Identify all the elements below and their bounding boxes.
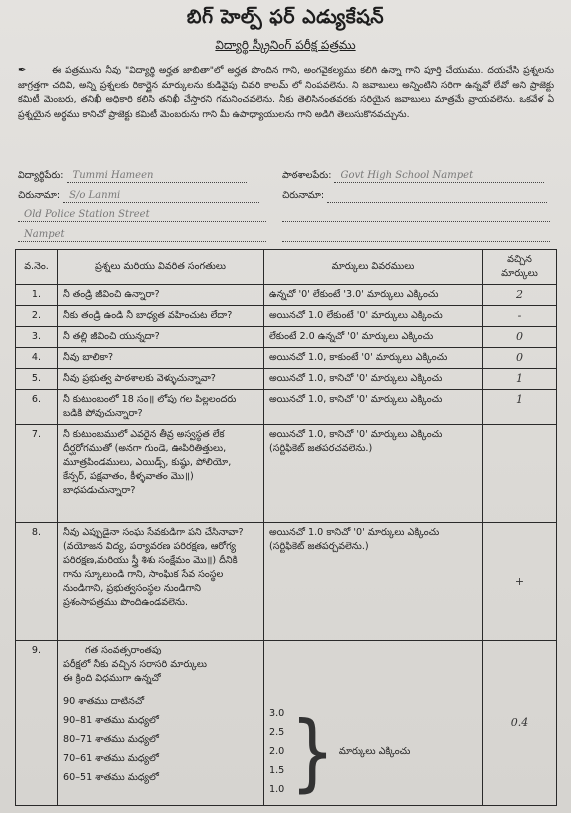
grade-value: 2.0: [269, 746, 285, 757]
row-mark-input[interactable]: 2: [483, 285, 557, 306]
row-mark-input[interactable]: 1: [483, 369, 557, 390]
row-rule: [264, 641, 483, 806]
row9-lead-2: పరీక్షలో నీకు వచ్చిన సరాసరి మార్కులు: [63, 659, 207, 670]
grade-value: 1.5: [269, 765, 285, 776]
grade-label: మార్కులు ఎక్కించు: [338, 746, 411, 757]
school-name-label: పాఠశాలపేరు:: [282, 170, 332, 181]
row-question: నీవు బాలికా?: [58, 348, 264, 369]
row-mark-input[interactable]: -: [483, 306, 557, 327]
table-row: [16, 425, 557, 523]
row-mark-input[interactable]: +: [483, 523, 557, 641]
row-mark-input[interactable]: 1: [483, 390, 557, 425]
table-row: [16, 327, 557, 348]
row-question: నీవు ఎప్పుడైనా సంఘ సేవకుడిగా పని చేసినావా? (వయోజన విద్య, పర్యావరణ పరిరక్షణ, ఆరోగ్య పరిరక్షణ,మరియు స్త్రీ శిశు సంక్షేమం మొ॥) దీనికి గాను స్కూలుండి గాని, సాంఘిక సేవ సంస్థల నుండిగాని, ప్రభుత్వసంస్థల నుండిగాని ప్రశంసాపత్రము పొందిఉండవలెను.: [58, 523, 264, 641]
table-row: [16, 641, 557, 806]
row-rule: లేకుంటే 2.0 ఉన్నచో '0' మార్కులు ఎక్కించు: [264, 327, 483, 348]
table-row: [16, 306, 557, 327]
row-question: నీవు ప్రభుత్వ పాఠశాలకు వెళ్ళుచున్నావా?: [58, 369, 264, 390]
school-name-line[interactable]: [334, 171, 544, 183]
grade-value: 2.5: [269, 727, 285, 738]
row-number: 5.: [16, 369, 58, 390]
address-line-3[interactable]: [18, 230, 266, 242]
row-number: 3.: [16, 327, 58, 348]
row-question: నీ కుటుంబములో ఎవరైన తీవ్ర అస్వస్థత లేక దీర్ఘరోగముతో (అనగా గుండె, ఊపిరితిత్తులు, మూత్రపిండములు, ఎయిడ్స్, కుష్ఠు, పోలియో, కేన్సర్, పక్షవాతం, కీళ్ళవాతం మొ॥) బాధపడుచున్నారా?: [58, 425, 264, 523]
row-question: నీకు తండ్రి ఉండి నీ బాధ్యత వహించుట లేదా?: [58, 306, 264, 327]
school-address-label: చిరునామా:: [282, 190, 325, 201]
school-name-value: Govt High School Nampet: [340, 170, 474, 181]
address-line-2-row: [18, 210, 266, 222]
school-address-line-1[interactable]: [327, 191, 547, 203]
address-label: చిరునామా:: [18, 190, 61, 201]
row-mark-input[interactable]: 0.4: [483, 641, 557, 806]
student-name-field: [18, 170, 247, 183]
school-name-field: [282, 170, 544, 183]
grade-range-item: 90–81 శాతము మధ్యలో: [63, 715, 159, 726]
row9-lead-1: గత సంవత్సరాంతపు: [85, 645, 162, 656]
grade-ranges: [63, 644, 258, 787]
table-header-row: [16, 250, 557, 285]
row-number: 7.: [16, 425, 58, 523]
table-row: [16, 369, 557, 390]
grade-value: 1.0: [269, 784, 285, 795]
grade-range-item: 90 శాతము దాటినచో: [63, 696, 145, 707]
page-title: బిగ్ హెల్ప్ ఫర్ ఎడ్యుకేషన్: [186, 6, 385, 28]
row-number: 9.: [16, 641, 58, 806]
grade-range-item: 60–51 శాతము మధ్యలో: [63, 772, 159, 783]
table-row: [16, 348, 557, 369]
address-value-1: S/o Lanmi: [69, 190, 121, 201]
row-number: 2.: [16, 306, 58, 327]
address-field: [18, 190, 259, 203]
page-subtitle: విద్యార్థి స్క్రీనింగ్ పరీక్ష పత్రము: [215, 38, 356, 52]
row-number: 8.: [16, 523, 58, 641]
pen-bullet-icon: ✒: [18, 65, 27, 76]
student-name-label: విద్యార్థిపేరు:: [18, 170, 64, 181]
address-line-3-row: [18, 230, 266, 242]
row-question: నీ తల్లి జీవించి యున్నదా?: [58, 327, 264, 348]
header-marks-details: మార్కులు వివరములు: [264, 250, 483, 285]
school-address-line-3-row: [282, 230, 550, 242]
table-row: [16, 390, 557, 425]
address-value-3: Nampet: [24, 229, 65, 240]
student-name-value: Tummi Hameen: [72, 170, 154, 181]
row-question: నీ కుటుంబంలో 18 సం॥ లోపు గల పిల్లలందరు బడికి పోవుచున్నారా?: [58, 390, 264, 425]
student-name-line[interactable]: [67, 171, 247, 183]
school-address-line-2-row: [282, 210, 550, 222]
row-mark-input[interactable]: [483, 425, 557, 523]
address-value-2: Old Police Station Street: [24, 209, 150, 220]
header-question: ప్రశ్నలు మరియు వివరిత సంగతులు: [58, 250, 264, 285]
row-rule: అయినచో 1.0, కానిచో '0' మార్కులు ఎక్కించు: [264, 369, 483, 390]
brace-symbol: }: [290, 702, 335, 802]
row-number: 1.: [16, 285, 58, 306]
table-row: [16, 523, 557, 641]
grade-range-item: 70–61 శాతము మధ్యలో: [63, 753, 159, 764]
grade-value: 3.0: [269, 708, 285, 719]
instructions-text: ఈ పత్రమును నీవు "విద్యార్థి అర్హత జాబితా"లో అర్హత పొందిన గాని, అంగవైకల్యము కలిగి ఉన్నా గాని పూర్తి చేయుము. దయచేసి ప్రశ్నలను జాగ్రత్తగా చదివి, అన్ని ప్రశ్నలకు రికార్డైన మార్కులను కుడివైపు చివరి కాలమ్ లో నింపవలెను. ని జవాబులు అన్నింటిని సరిగా ఉన్నవో లేవో అని ప్రాజెక్టు కమిటీ మెంబరు, తనిఖీ అధికారి కలిసి తనిఖీ చేస్తారని గమనించవలెను. నీకు తెలిసినంతవరకు సరియైన జవాబులు మాత్రమే వ్రాయవలెను. ఒకవేళ ఏ ప్రశ్నయైన అర్థము కానిచో ప్రాజెక్టు కమిటీ మెంబరును గాని మీ ఉపాధ్యాయులను గాని అడిగి తెలుసుకొనవచ్చును.: [18, 65, 554, 120]
school-address-field: [282, 190, 547, 203]
row-number: 4.: [16, 348, 58, 369]
row-rule: అయినచో 1.0, కానిచో '0' మార్కులు ఎక్కించు: [264, 390, 483, 425]
row-rule: ఉన్నచో '0' లేకుంటే '3.0' మార్కులు ఎక్కించు: [264, 285, 483, 306]
row-rule: అయినచో 1.0 లేకుంటే '0' మార్కులు ఎక్కించు: [264, 306, 483, 327]
row-mark-input[interactable]: 0: [483, 327, 557, 348]
row9-lead-3: ఈ క్రింది విధముగా ఉన్నచో: [63, 673, 161, 684]
address-line-1[interactable]: [63, 191, 259, 203]
instructions-paragraph: [18, 64, 554, 122]
row-number: 6.: [16, 390, 58, 425]
address-line-2[interactable]: [18, 210, 266, 222]
table-row: [16, 285, 557, 306]
row-rule: అయినచో 1.0, కానిచో '0' మార్కులు ఎక్కించు (సర్టిఫికెట్ జతపరచవలెను.): [264, 425, 483, 523]
school-address-line-3[interactable]: [282, 230, 550, 242]
screening-table: [15, 249, 557, 806]
row-mark-input[interactable]: 0: [483, 348, 557, 369]
row-rule: అయినచో 1.0, కాకుంటే '0' మార్కులు ఎక్కించు: [264, 348, 483, 369]
header-serial: వ.నెం.: [16, 250, 58, 285]
row-rule: అయినచో 1.0 కానిచో '0' మార్కులు ఎక్కించు (సర్టిఫికెట్ జతపర్చవలెను.): [264, 523, 483, 641]
header-marks-obtained: వచ్చిన మార్కులు: [483, 250, 557, 285]
grade-range-item: 80–71 శాతము మధ్యలో: [63, 734, 159, 745]
row-question: నీ తండ్రి జీవించి ఉన్నారా?: [58, 285, 264, 306]
grade-values-group: [269, 702, 477, 802]
grade-values: [269, 707, 284, 797]
row-question: [58, 641, 264, 806]
school-address-line-2[interactable]: [282, 210, 550, 222]
